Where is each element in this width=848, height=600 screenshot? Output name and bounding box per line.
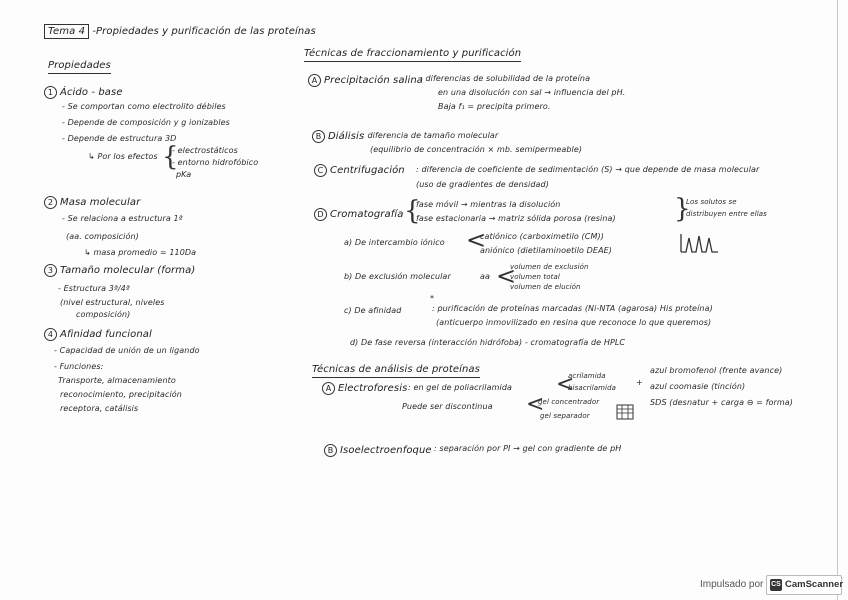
note-line: - Depende de estructura 3D — [62, 134, 177, 143]
camscanner-footer — [700, 574, 844, 596]
section-afinidad-funcional — [44, 328, 152, 341]
item-title: Cromatografía — [330, 209, 404, 220]
star-mark: * — [430, 294, 435, 303]
brace-icon: < — [466, 226, 487, 254]
section-title: Afinidad funcional — [60, 329, 152, 340]
note-line: volumen de elución — [510, 283, 581, 291]
note-line: distribuyen entre ellas — [686, 210, 767, 218]
note-line: : en gel de poliacrilamida — [408, 383, 513, 392]
note-line: gel separador — [540, 412, 590, 420]
brace-icon: < — [556, 372, 575, 397]
section-tamano-molecular — [44, 264, 195, 277]
section-acido-base — [44, 86, 123, 99]
section-title: Tamaño molecular (forma) — [60, 265, 196, 276]
note-line: bisacrilamida — [568, 384, 617, 392]
note-line: receptora, catálisis — [60, 404, 139, 413]
note-line: ↳ masa promedio = 110Da — [84, 248, 197, 257]
note-line: volumen de exclusión — [510, 263, 589, 271]
brace-icon: { — [404, 196, 421, 226]
topic-tag: Tema 4 — [44, 24, 89, 39]
note-line: en una disolución con sal → influencia del pH. — [438, 88, 626, 97]
item-title: Diálisis — [328, 131, 365, 142]
note-line: gel concentrador — [538, 398, 600, 406]
note-line: SDS (desnatur + carga ⊖ = forma) — [650, 398, 794, 407]
item-precipitacion-salina — [308, 74, 423, 87]
section-title: Ácido - base — [60, 87, 123, 98]
note-line: azul coomasie (tinción) — [650, 382, 746, 391]
section-number: 2 — [44, 196, 57, 209]
note-line: - Se relaciona a estructura 1ª — [62, 214, 183, 223]
brace-icon: < — [526, 392, 545, 417]
item-letter: B — [312, 130, 325, 143]
note-line: reconocimiento, precipitación — [60, 390, 182, 399]
item-dialisis — [312, 130, 364, 143]
note-line: aniónico (dietilaminoetilo DEAE) — [480, 246, 613, 255]
note-line: : diferencia de tamaño molecular — [362, 131, 499, 140]
note-line: fase estacionaria → matriz sólida porosa (resina) — [416, 214, 616, 223]
brace-icon: } — [674, 194, 691, 224]
camscanner-brand: CamScanner — [785, 579, 844, 590]
note-line: Puede ser discontinua — [402, 402, 493, 411]
section-number: 3 — [44, 264, 57, 277]
note-line: acrilamida — [568, 372, 606, 380]
subitem-exclusion-molecular: b) De exclusión molecular — [344, 272, 451, 281]
item-centrifugacion — [314, 164, 405, 177]
subitem-intercambio-ionico: a) De intercambio iónico — [344, 238, 445, 247]
page-title-text: -Propiedades y purificación de las proteínas — [92, 26, 316, 37]
note-line: : diferencias de solubilidad de la proteína — [420, 74, 591, 83]
item-letter: D — [314, 208, 327, 221]
note-line: azul bromofenol (frente avance) — [650, 366, 783, 375]
section-masa-molecular — [44, 196, 140, 209]
heading-fraccionamiento: Técnicas de fraccionamiento y purificación — [304, 48, 521, 62]
note-line: - Depende de composición y g ionizables — [62, 118, 230, 127]
note-line: (nivel estructural, niveles — [60, 298, 165, 307]
chromatogram-peaks-icon — [680, 232, 720, 254]
note-line: catiónico (carboximetilo (CM)) — [480, 232, 604, 241]
item-letter: C — [314, 164, 327, 177]
brace-icon: < — [496, 262, 517, 290]
item-letter: A — [322, 382, 335, 395]
sheet-edge — [837, 0, 838, 600]
note-line: Transporte, almacenamiento — [58, 376, 176, 385]
brace-icon: { — [162, 142, 179, 172]
item-letter: A — [308, 74, 321, 87]
note-line: (equilibrio de concentración × mb. semipermeable) — [370, 145, 583, 154]
note-line: (anticuerpo inmovilizado en resina que reconoce lo que queremos) — [436, 318, 712, 327]
note-line: pKa — [176, 170, 192, 179]
note-line: volumen total — [510, 273, 560, 281]
item-title: Electroforesis — [338, 383, 408, 394]
gel-diagram-icon — [616, 404, 634, 420]
subitem-afinidad: c) De afinidad — [344, 306, 402, 315]
note-line: aa — [480, 272, 491, 281]
section-number: 4 — [44, 328, 57, 341]
note-line: (uso de gradientes de densidad) — [416, 180, 549, 189]
note-line: - Funciones: — [54, 362, 104, 371]
item-title: Centrifugación — [330, 165, 405, 176]
note-line: - Estructura 3ª/4ª — [58, 284, 130, 293]
plus-sign: + — [636, 378, 643, 387]
propiedades-heading: Propiedades — [48, 60, 111, 74]
note-line: Baja f₁ = precipita primero. — [438, 102, 551, 111]
subitem-fase-reversa: d) De fase reversa (interacción hidrófoba) - cromatografía de HPLC — [350, 338, 626, 347]
note-line: composición) — [76, 310, 131, 319]
item-title: Precipitación salina — [324, 75, 424, 86]
heading-analisis: Técnicas de análisis de proteínas — [312, 364, 480, 378]
note-line: : diferencia de coeficiente de sedimentación (S) → que depende de masa molecular — [416, 165, 760, 174]
note-line: ↳ Por los efectos — [88, 152, 158, 161]
note-line: : purificación de proteínas marcadas (Ni-NTA (agarosa) His proteína) — [432, 304, 713, 313]
item-electroforesis — [322, 382, 407, 395]
note-line: - electrostáticos — [172, 146, 238, 155]
note-line: - entorno hidrofóbico — [172, 158, 259, 167]
camscanner-badge — [766, 575, 842, 595]
section-title: Masa molecular — [60, 197, 141, 208]
page-title — [44, 26, 316, 38]
camscanner-logo-icon: CS — [770, 579, 782, 591]
item-isoelectroenfoque — [324, 444, 432, 457]
footer-powered-by: Impulsado por — [700, 579, 764, 590]
item-cromatografia — [314, 208, 403, 221]
note-line: (aa. composición) — [66, 232, 139, 241]
section-number: 1 — [44, 86, 57, 99]
note-line: : separación por PI → gel con gradiente de pH — [434, 444, 622, 453]
note-line: - Se comportan como electrolito débiles — [62, 102, 226, 111]
note-line: - Capacidad de unión de un ligando — [54, 346, 200, 355]
note-line: Los solutos se — [686, 198, 737, 206]
item-letter: B — [324, 444, 337, 457]
note-line: fase móvil → mientras la disolución — [416, 200, 561, 209]
item-title: Isoelectroenfoque — [340, 445, 432, 456]
